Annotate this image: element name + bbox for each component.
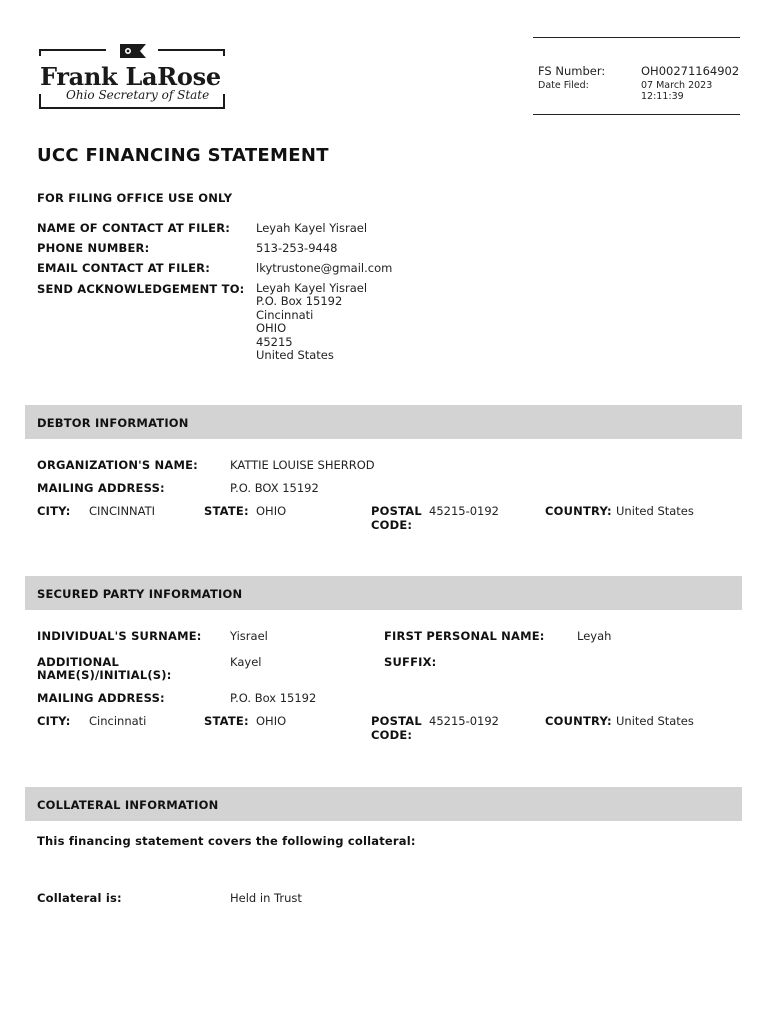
logo-subtitle: Ohio Secretary of State [66, 88, 210, 102]
ohio-sos-logo [38, 42, 228, 110]
debtor-postal-label-2: CODE: [371, 518, 413, 532]
debtor-state-value: OHIO [256, 504, 287, 518]
secured-postal-label: POSTAL [371, 714, 422, 728]
fs-number-value: OH00271164902 [641, 64, 740, 78]
debtor-org-value: KATTIE LOUISE SHERROD [230, 458, 375, 472]
contact-label: NAME OF CONTACT AT FILER: [37, 221, 231, 235]
ack-address-line: United States [256, 348, 334, 363]
email-value: lkytrustone@gmail.com [256, 261, 393, 275]
secured-additional-label: ADDITIONAL [37, 655, 120, 669]
date-filed-date: 07 March 2023 [641, 80, 713, 91]
debtor-section-title: DEBTOR INFORMATION [37, 416, 189, 430]
ack-address-line: P.O. Box 15192 [256, 294, 343, 309]
header-top-rule [533, 37, 740, 38]
ack-label: SEND ACKNOWLEDGEMENT TO: [37, 282, 245, 296]
debtor-org-label: ORGANIZATION'S NAME: [37, 458, 198, 472]
logo-name: Frank LaRose [40, 62, 221, 91]
date-filed-time: 12:11:39 [641, 91, 684, 102]
secured-country-value: United States [616, 714, 694, 728]
secured-state-value: OHIO [256, 714, 287, 728]
secured-section-title: SECURED PARTY INFORMATION [37, 587, 243, 601]
ack-address-line: Leyah Kayel Yisrael [256, 281, 368, 295]
secured-surname-value: Yisrael [230, 629, 268, 643]
secured-first-name-label: FIRST PERSONAL NAME: [384, 629, 545, 643]
ack-address-line: OHIO [256, 321, 287, 336]
date-filed-label: Date Filed: [538, 80, 589, 91]
phone-value: 513-253-9448 [256, 241, 338, 255]
collateral-intro: This financing statement covers the following collateral: [37, 834, 416, 848]
filing-office-heading: FOR FILING OFFICE USE ONLY [37, 191, 233, 205]
ack-address-line: Cincinnati [256, 307, 314, 322]
debtor-section-header [25, 405, 742, 439]
secured-first-name-value: Leyah [577, 629, 612, 643]
debtor-mailing-label: MAILING ADDRESS: [37, 481, 165, 495]
secured-surname-label: INDIVIDUAL'S SURNAME: [37, 629, 202, 643]
secured-additional-value: Kayel [230, 655, 262, 669]
collateral-section-header [25, 787, 742, 821]
secured-suffix-label: SUFFIX: [384, 655, 437, 669]
phone-label: PHONE NUMBER: [37, 241, 150, 255]
secured-postal-value: 45215-0192 [429, 714, 499, 728]
debtor-country-value: United States [616, 504, 694, 518]
secured-country-label: COUNTRY: [545, 714, 612, 728]
debtor-city-label: CITY: [37, 504, 71, 518]
secured-section-header [25, 576, 742, 610]
contact-value: Leyah Kayel Yisrael [256, 221, 368, 235]
secured-city-value: Cincinnati [89, 714, 147, 728]
secured-city-label: CITY: [37, 714, 71, 728]
page-title: UCC FINANCING STATEMENT [37, 145, 329, 166]
debtor-postal-label: POSTAL [371, 504, 422, 518]
debtor-country-label: COUNTRY: [545, 504, 612, 518]
ack-address-line: 45215 [256, 334, 293, 349]
collateral-value: Held in Trust [230, 891, 302, 905]
secured-postal-label-2: CODE: [371, 728, 413, 742]
collateral-label: Collateral is: [37, 891, 122, 905]
debtor-city-value: CINCINNATI [89, 504, 156, 518]
header-bottom-rule [533, 114, 740, 115]
debtor-mailing-value: P.O. BOX 15192 [230, 481, 319, 495]
secured-mailing-value: P.O. Box 15192 [230, 691, 317, 705]
debtor-state-label: STATE: [204, 504, 249, 518]
collateral-section-title: COLLATERAL INFORMATION [37, 798, 219, 812]
ack-address [256, 282, 367, 362]
email-label: EMAIL CONTACT AT FILER: [37, 261, 211, 275]
secured-mailing-label: MAILING ADDRESS: [37, 691, 165, 705]
fs-number-label: FS Number: [538, 64, 606, 78]
secured-additional-label-2: NAME(S)/INITIAL(S): [37, 668, 172, 682]
debtor-postal-value: 45215-0192 [429, 504, 499, 518]
secured-state-label: STATE: [204, 714, 249, 728]
